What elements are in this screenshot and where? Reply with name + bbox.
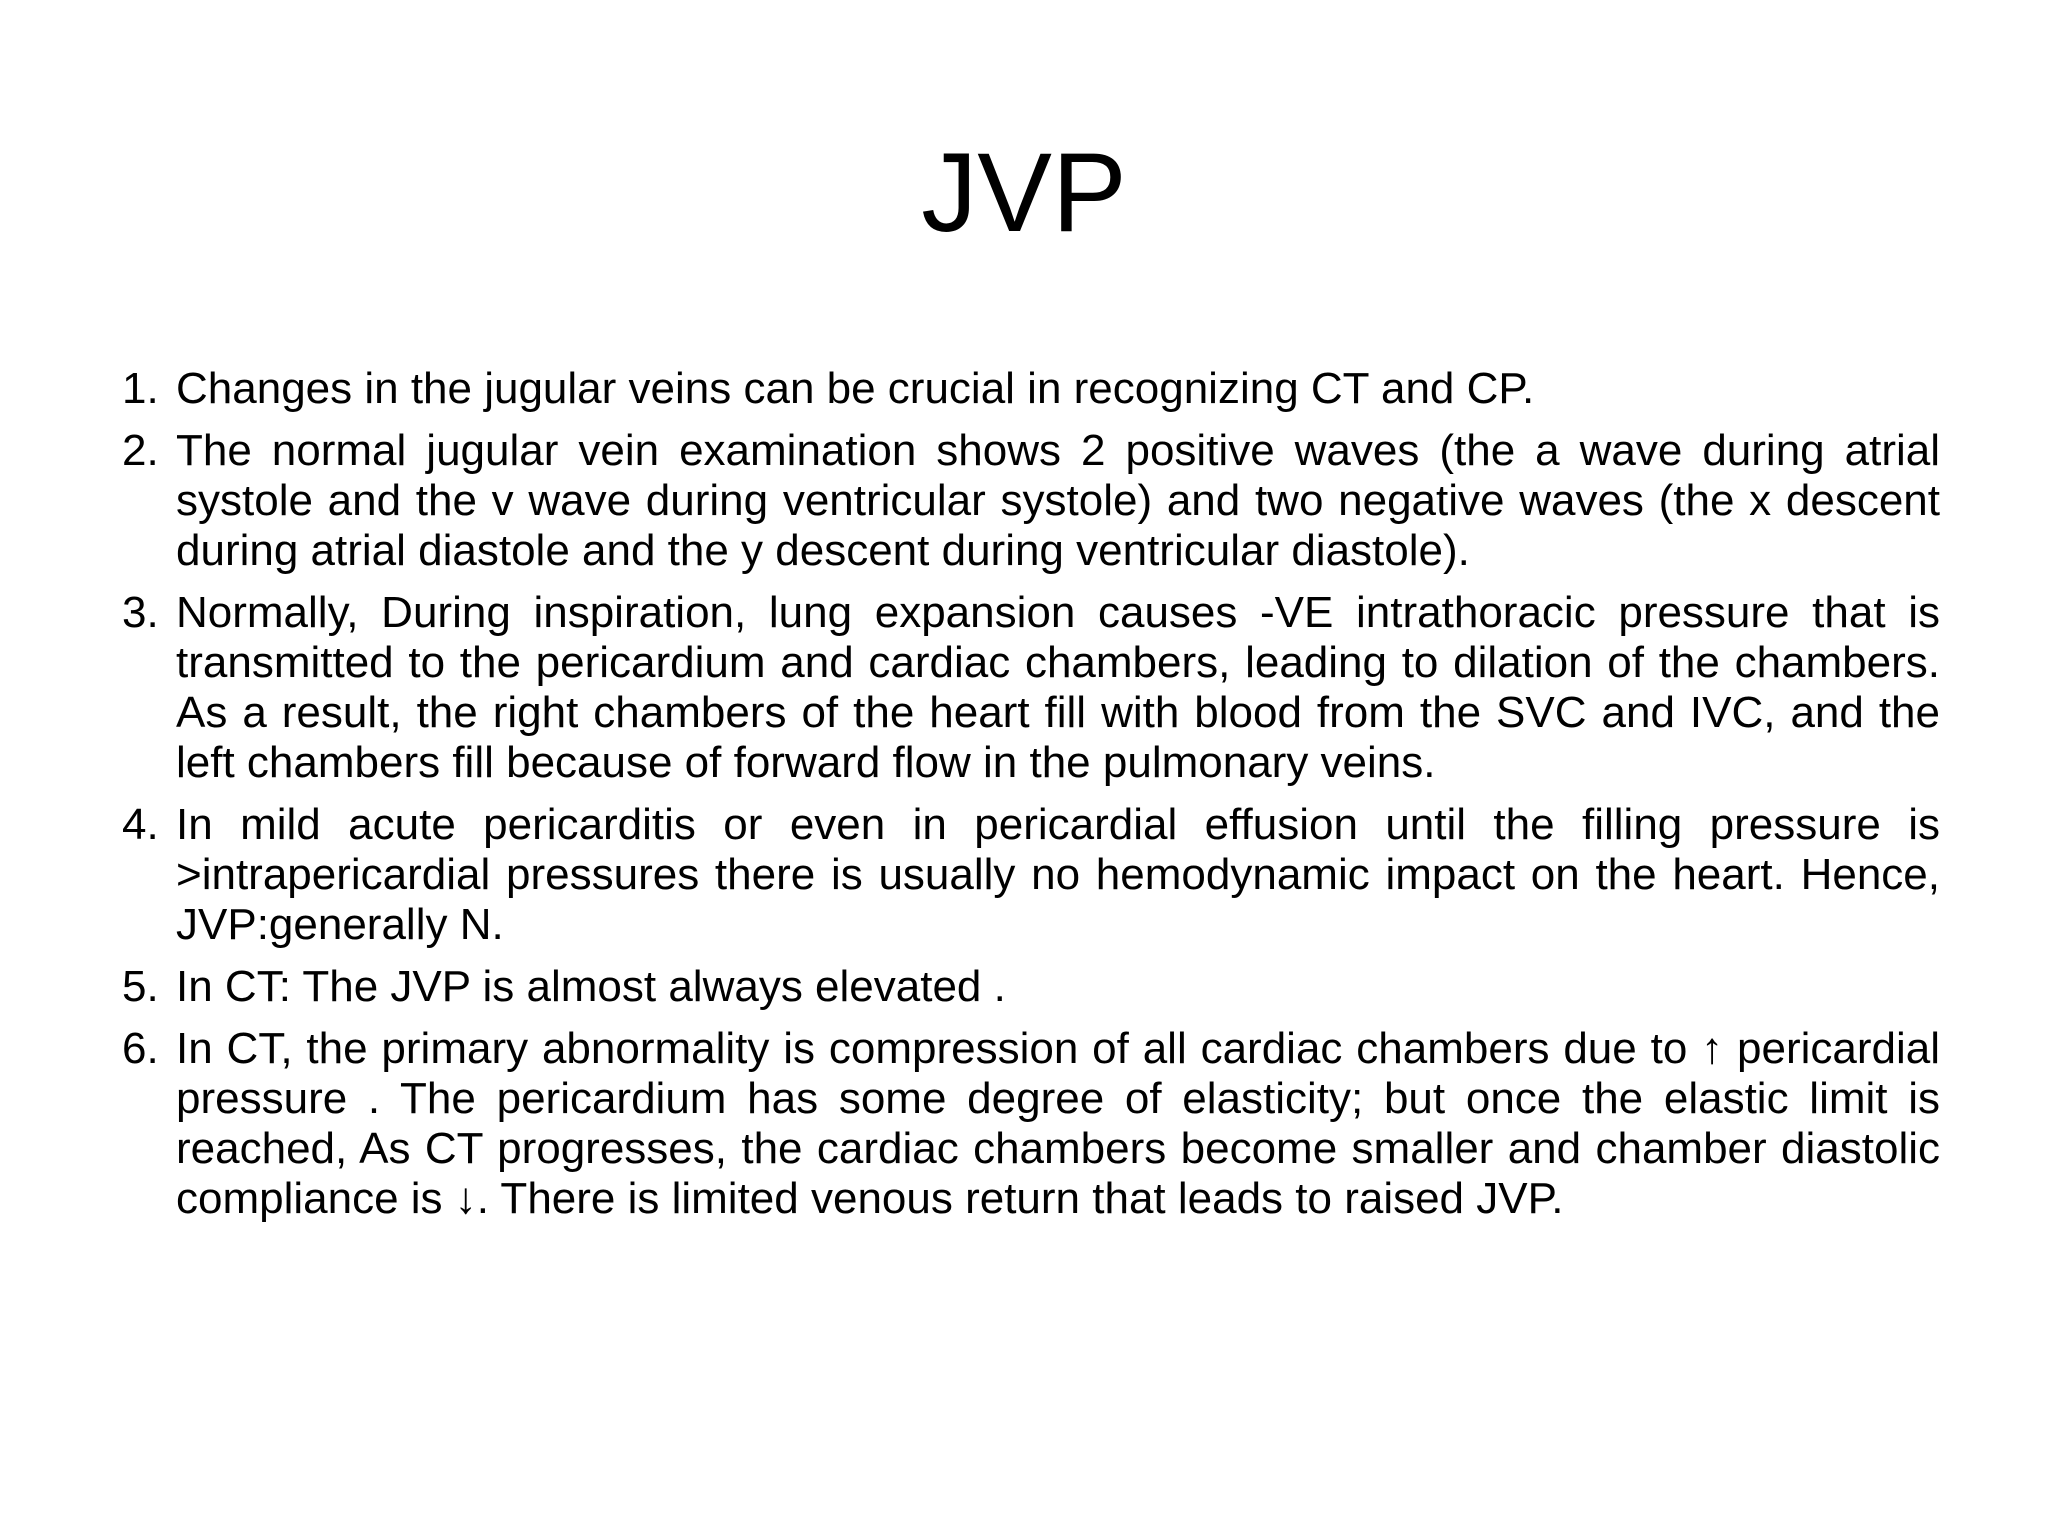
list-item-text: Changes in the jugular veins can be crucial in recognizing CT and CP. [176, 364, 1535, 413]
list-item-text: In mild acute pericarditis or even in pericardial effusion until the filling pressure is >intrapericardial pressures there is usually no hemodynamic impact on the heart. Hence, JVP:generally N. [176, 800, 1940, 949]
list-item-text: The normal jugular vein examination shows 2 positive waves (the a wave during atrial systole and the v wave during ventricular systole) and two negative waves (the x descent during atrial diastole and the y descent during ventricular diastole). [176, 426, 1940, 575]
list-item-text: In CT: The JVP is almost always elevated . [176, 962, 1006, 1011]
numbered-list [122, 364, 1940, 1236]
list-item [122, 364, 1940, 414]
list-item-number: 1. [122, 364, 159, 413]
list-item [122, 1024, 1940, 1224]
slide-title: JVP [921, 130, 1127, 255]
list-item-text: In CT, the primary abnormality is compression of all cardiac chambers due to ↑ pericardial pressure . The pericardium has some degree of elasticity; but once the elastic limit is reached, As CT progresses, the cardiac chambers become smaller and chamber diastolic compliance is ↓. There is limited venous return that leads to raised JVP. [176, 1024, 1940, 1223]
list-item-number: 5. [122, 962, 159, 1011]
list-item-number: 6. [122, 1024, 159, 1073]
list-item-number: 2. [122, 426, 159, 475]
list-item [122, 800, 1940, 950]
list-item-number: 4. [122, 800, 159, 849]
list-item [122, 588, 1940, 788]
list-item [122, 962, 1940, 1012]
list-item-text: Normally, During inspiration, lung expansion causes -VE intrathoracic pressure that is transmitted to the pericardium and cardiac chambers, leading to dilation of the chambers. As a result, the right chambers of the heart fill with blood from the SVC and IVC, and the left chambers fill because of forward flow in the pulmonary veins. [176, 588, 1940, 787]
list-item-number: 3. [122, 588, 159, 637]
list-item [122, 426, 1940, 576]
